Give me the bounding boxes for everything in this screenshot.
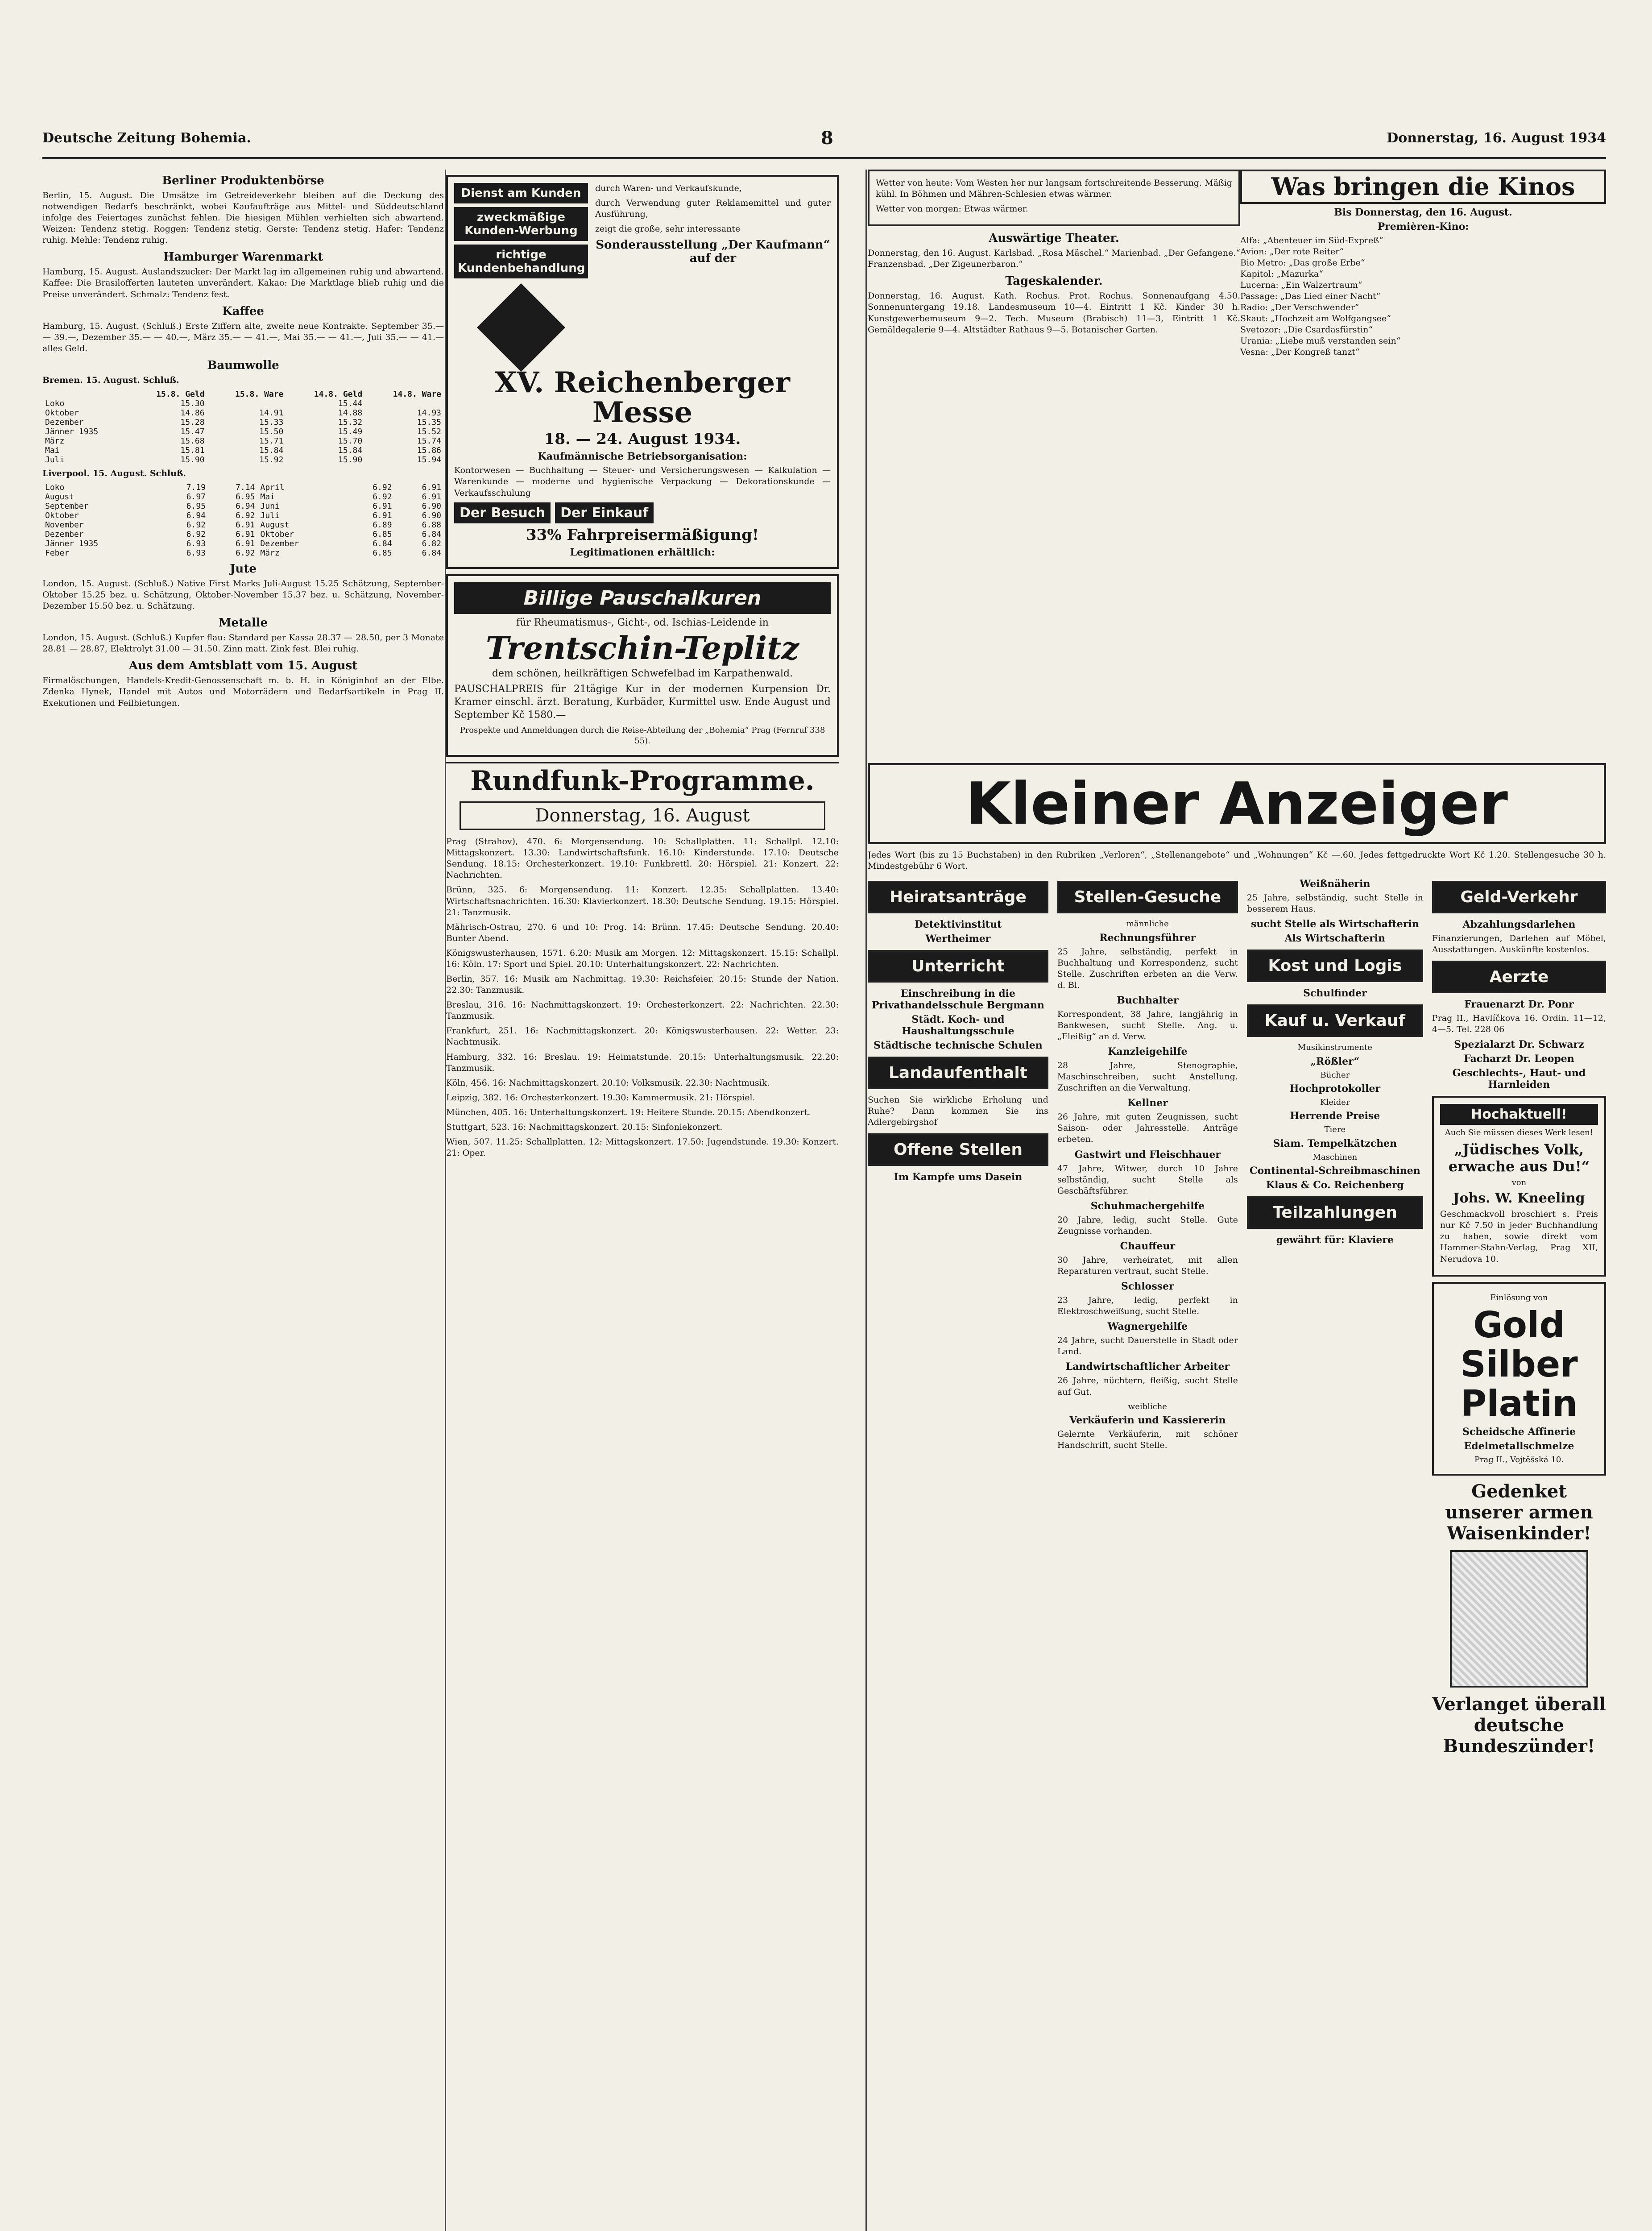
ad-head: Gastwirt und Fleischhauer [1074, 1149, 1221, 1161]
ad-head: Hochprotokoller [1289, 1083, 1381, 1095]
messe-title: XV. Reichenberger Messe [494, 366, 791, 430]
table-cell: 6.91 [422, 492, 441, 502]
radio-station-program: Hamburg, 332. 16: Breslau. 19: Heimatstunde. 20.15: Unterhaltungsmusik. 22.20: Tanzmusik. [446, 1052, 839, 1073]
kino-date: Bis Donnerstag, den 16. August. [1334, 206, 1512, 218]
category-stellen-gesuche: Stellen-Gesuche [1057, 881, 1238, 913]
ad-text: 20 Jahre, ledig, sucht Stelle. Gute Zeugnisse vorhanden. [1057, 1215, 1238, 1236]
ad-head: Verkäuferin und Kassiererin [1069, 1414, 1226, 1426]
matchbox-illustration-icon [1450, 1550, 1588, 1688]
table-cell: Dezember [45, 417, 84, 427]
table-cell: August [45, 492, 75, 502]
table-cell: 6.84 [422, 548, 441, 558]
table-row [42, 502, 444, 511]
category-heiratsantraege: Heiratsanträge [868, 881, 1048, 913]
ad-text: Finanzierungen, Darlehen auf Möbel, Ausstattungen. Auskünfte kostenlos. [1432, 933, 1606, 955]
ad-text: 30 Jahre, verheiratet, mit allen Reparaturen vertraut, sucht Stelle. [1057, 1255, 1238, 1277]
table-cell: 6.93 [186, 539, 206, 549]
kino-entry: Urania: „Liebe muß verstanden sein“ [1240, 336, 1401, 346]
book-author: Johs. W. Kneeling [1453, 1190, 1585, 1207]
messe-ad [446, 175, 839, 569]
category-kauf-verkauf: Kauf u. Verkauf [1247, 1004, 1423, 1037]
table-header: 14.8. Ware [393, 389, 441, 399]
ad-text: 25 Jahre, selbständig, perfekt in Buchhaltung und Korrespondenz, sucht Stelle. Zuschriften erbeten an die Verw. d. Bl. [1057, 946, 1238, 990]
table-cell: 15.35 [417, 417, 441, 427]
table-cell: 7.14 [236, 483, 255, 493]
category-landaufenthalt: Landaufenthalt [868, 1057, 1048, 1089]
table-cell: 15.71 [259, 436, 284, 446]
market-subtitle: Bremen. 15. August. Schluß. [42, 375, 179, 385]
table-cell: März [45, 436, 65, 446]
table-cell: 6.95 [236, 492, 255, 502]
ad-head: Detektivinstitut [914, 919, 1002, 931]
kino-title: Was bringen die Kinos [1240, 170, 1606, 204]
ad-head: gewährt für: Klaviere [1276, 1234, 1394, 1246]
table-cell: 15.32 [338, 417, 363, 427]
table-cell: 15.90 [338, 455, 363, 464]
ad-head: Continental-Schreibmaschinen [1249, 1165, 1420, 1177]
ad-banner: zweckmäßige Kunden-Werbung [454, 207, 588, 241]
kino-entry: Vesna: „Der Kongreß tanzt“ [1240, 347, 1360, 357]
category-aerzte: Aerzte [1432, 961, 1606, 993]
table-cell: 6.92 [186, 530, 206, 539]
table-cell: 14.88 [338, 408, 363, 418]
silver-word: Silber [1460, 1344, 1578, 1385]
table-cell: Jänner 1935 [45, 539, 99, 549]
ad-head: Schuhmachergehilfe [1090, 1200, 1205, 1212]
table-cell: Oktober [45, 408, 79, 418]
article-text: Hamburg, 15. August. (Schluß.) Erste Ziffern alte, zweite neue Kontrakte. September 35.— — 39.—, Dezember 35.— — 40.—, März 35.— — 41.—, Mai 35.— — 41.—, Juli 35.— — 41.— alles Geld. [42, 321, 444, 353]
book-ad [1432, 1096, 1606, 1276]
table-cell: 6.91 [236, 539, 255, 549]
table-cell: 6.97 [186, 492, 206, 502]
kleiner-anzeiger-title: Kleiner Anzeiger [868, 763, 1606, 844]
table-cell: 15.33 [259, 417, 284, 427]
kino-entry: Alfa: „Abenteuer im Süd-Expreß“ [1240, 235, 1383, 245]
messe-org: Kaufmännische Betriebsorganisation: [538, 451, 747, 463]
spa-subtitle: für Rheumatismus-, Gicht-, od. Ischias-Leidende in [516, 617, 769, 628]
kino-entry: Passage: „Das Lied einer Nacht“ [1240, 291, 1381, 302]
table-cell: Jänner 1935 [45, 427, 99, 436]
column-rule [865, 170, 867, 2231]
table-row [42, 530, 444, 539]
table-cell: 6.92 [186, 520, 206, 530]
radio-station-program: Breslau, 316. 16: Nachmittagskonzert. 19: Orchesterkonzert. 22: Nachrichten. 22.30: Tanzmusik. [446, 1000, 839, 1021]
weather-box [868, 170, 1240, 226]
table-cell [207, 399, 286, 408]
ad-head: Wertheimer [925, 933, 991, 945]
weather-text: Wetter von morgen: Etwas wärmer. [876, 204, 1028, 214]
ad-head: Geschlechts-, Haut- und Harnleiden [1452, 1067, 1586, 1091]
ad-text: durch Waren- und Verkaufskunde, [595, 183, 742, 193]
messe-text: Kontorwesen — Buchhaltung — Steuer- und Versicherungswesen — Kalkulation — Warenkunde — moderne und hygienische Verpackung — Dekorationskunde — Verkaufsschulung [454, 465, 831, 498]
ad-banner: Der Besuch [454, 502, 551, 523]
ad-banner: Dienst am Kunden [454, 183, 588, 203]
radio-station-program: Köln, 456. 16: Nachmittagskonzert. 20.10: Volksmusik. 22.30: Nachtmusik. [446, 1078, 770, 1088]
ad-head: Kellner [1127, 1097, 1168, 1109]
kino-list [1240, 235, 1606, 358]
radio-station-program: Prag (Strahov), 470. 6: Morgensendung. 10: Schallplatten. 11: Schallpl. 12.10: Mittagskonzert. 13.30: Landwirtschaftsfunk. 16.10: Kinderstunde. 17.10: Deutsche Sendung. 18.15: Orchesterkonzert. 19.10: Funkbrettl. 20: Hörspiel. 21: Konzert. 22: Nachrichten. [446, 837, 839, 880]
table-row [42, 418, 444, 427]
radio-station-program: Brünn, 325. 6: Morgensendung. 11: Konzert. 12.35: Schallplatten. 13.40: Wirtschaftsnachrichten. 16.30: Klavierkonzert. 18.30: Deutsche Sendung. 19.15: Hörspiel. 21: Tanzmusik. [446, 885, 839, 917]
radio-station-program: Mährisch-Ostrau, 270. 6 und 10: Prog. 14: Brünn. 17.45: Deutsche Sendung. 20.40: Bunter Abend. [446, 922, 839, 943]
ad-head: Buchhalter [1117, 994, 1179, 1006]
ad-head: Chauffeur [1120, 1240, 1176, 1252]
ad-text: Geschmackvoll broschiert s. Preis nur Kč 7.50 in jeder Buchhandlung zu haben, sowie direkt vom Hammer-Stahn-Verlag, Prag XII, Nerudova 10. [1440, 1209, 1598, 1264]
category-kost-logis: Kost und Logis [1247, 950, 1423, 982]
ad-text: Korrespondent, 38 Jahre, langjährig in Bankwesen, sucht Stelle. Ang. u. „Fleißig“ an d. Verw. [1057, 1009, 1238, 1042]
table-cell: 6.91 [373, 502, 392, 511]
spa-title: Trentschin-Teplitz [485, 630, 799, 667]
ad-text: Gelernte Verkäuferin, mit schöner Handschrift, sucht Stelle. [1057, 1429, 1238, 1451]
table-cell: 6.92 [373, 492, 392, 502]
table-cell: 15.28 [180, 417, 205, 427]
spa-contact: Prospekte und Anmeldungen durch die Reise-Abteilung der „Bohemia“ Prag (Fernruf 338 55). [460, 726, 825, 746]
table-cell: 6.91 [236, 530, 255, 539]
table-cell: Oktober [45, 511, 79, 521]
ad-head: Frauenarzt Dr. Ponr [1464, 999, 1574, 1011]
table-cell: Mai [45, 445, 60, 455]
ad-text: 47 Jahre, Witwer, durch 10 Jahre selbständig, sucht Stelle als Geschäftsführer. [1057, 1163, 1238, 1196]
kino-entry: Svetozor: „Die Csardasfürstin“ [1240, 325, 1373, 335]
spa-ad [446, 574, 839, 757]
table-cell: April [260, 483, 285, 493]
sub-category: Bücher [1320, 1070, 1350, 1080]
table-row [42, 492, 444, 502]
table-row [42, 408, 444, 418]
table-row [42, 455, 444, 464]
table-header: 15.8. Ware [235, 389, 284, 399]
table-cell: 6.93 [186, 548, 206, 558]
table-row [42, 511, 444, 520]
table-cell: 15.84 [338, 445, 363, 455]
messe-dates: 18. — 24. August 1934. [544, 430, 741, 448]
ad-text: Suchen Sie wirkliche Erholung und Ruhe? Dann kommen Sie ins Adlergebirgshof [868, 1095, 1048, 1128]
table-row [42, 483, 444, 492]
fare-discount: 33% Fahrpreisermäßigung! [526, 526, 759, 544]
ad-head: Städt. Koch- und Haushaltungsschule [902, 1014, 1014, 1037]
issue-date: Donnerstag, 16. August 1934 [1387, 130, 1606, 146]
ad-head: Siam. Tempelkätzchen [1273, 1137, 1397, 1149]
table-cell: Loko [45, 483, 65, 493]
table-cell: 15.84 [259, 445, 284, 455]
ad-head: Rechnungsführer [1099, 932, 1196, 944]
ad-head: sucht Stelle als Wirtschafterin [1251, 918, 1419, 930]
table-cell: September [45, 502, 89, 511]
table-cell: 15.70 [338, 436, 363, 446]
table-cell: Dezember [260, 539, 299, 549]
table-cell: Juni [260, 502, 280, 511]
article-text: London, 15. August. (Schluß.) Native First Marks Juli-August 15.25 Schätzung, September-Oktober 15.25 bez. u. Schätzung, Oktober-November 15.37 bez. u. Schätzung, November-Dezember 15.50 bez. u. Schätzung. [42, 579, 444, 611]
ad-text: Prag II., Havlíčkova 16. Ordin. 11—12, 4—5. Tel. 228 06 [1432, 1013, 1606, 1035]
classified-rates: Jedes Wort (bis zu 15 Buchstaben) in den Rubriken „Verloren“, „Stellenangebote“ und „Wohnungen“ Kč —.60. Jedes fettgedruckte Wort Kč 1.20. Stellengesuche 30 h. Mindestgebühr 6 Wort. [868, 850, 1606, 871]
table-row [42, 548, 444, 558]
weather-text: Wetter von heute: Vom Westen her nur langsam fortschreitende Besserung. Mäßig kühl. In Böhmen und Mähren-Schlesien etwas wärmer. [876, 178, 1232, 199]
market-subtitle: Liverpool. 15. August. Schluß. [42, 468, 186, 478]
table-cell: 15.68 [180, 436, 205, 446]
cotton-table [42, 390, 444, 464]
matches-appeal: Verlanget überall deutsche Bundeszünder! [1432, 1694, 1606, 1757]
gender-label: weibliche [1128, 1402, 1167, 1411]
sub-category: Tiere [1324, 1125, 1346, 1135]
table-cell: 6.91 [236, 520, 255, 530]
table-header: 15.8. Geld [156, 389, 205, 399]
gender-label: männliche [1126, 919, 1169, 929]
table-cell: 15.86 [417, 445, 441, 455]
section-title: Baumwolle [207, 358, 279, 372]
section-title: Kaffee [222, 304, 264, 318]
gold-ad [1432, 1282, 1606, 1476]
article-text: Berlin, 15. August. Die Umsätze im Getreideverkehr bleiben auf die Deckung des notwendigen Bedarfs beschränkt, wobei Kaufaufträge aus Mittel- und Süddeutschland infolge des Feiertages zunächst fehlen. Die hiesigen Mühlen verhielten sich abwartend. Weizen: Tendenz stetig. Roggen: Tendenz stetig. Gerste: Tendenz stetig. Hafer: Tendenz ruhig. Mehle: Tendenz ruhig. [42, 191, 444, 245]
radio-list [446, 836, 839, 1159]
sub-category: Kleider [1320, 1098, 1350, 1107]
table-cell: Loko [45, 398, 65, 408]
table-cell: 7.19 [186, 483, 206, 493]
section-title: Auswärtige Theater. [989, 232, 1119, 245]
radio-date: Donnerstag, 16. August [460, 801, 825, 830]
table-cell: 15.49 [338, 427, 363, 436]
spa-text: PAUSCHALPREIS für 21tägige Kur in der modernen Kurpension Dr. Kramer einschl. ärzt. Beratung, Kurbäder, Kurmittel usw. Ende August und September Kč 1580.— [454, 684, 831, 721]
sub-category: Musikinstrumente [1297, 1043, 1372, 1053]
diamond-logo-icon [477, 283, 565, 372]
table-cell: Juli [260, 511, 280, 521]
ad-text: Einlösung von [1490, 1293, 1548, 1302]
gold-word: Gold [1473, 1304, 1565, 1346]
table-cell: 6.91 [422, 483, 441, 493]
table-cell: 15.47 [180, 427, 205, 436]
table-cell: August [260, 520, 290, 530]
table-cell: 15.30 [180, 398, 205, 408]
table-row [42, 520, 444, 530]
table-cell: 14.91 [259, 408, 284, 418]
radio-station-program: Königswusterhausen, 1571. 6.20: Musik am Morgen. 12: Mittagskonzert. 15.15: Schallpl. 16: Köln. 17: Sport und Spiel. 20.10: Unterhaltungskonzert. 22: Nachrichten. [446, 948, 839, 969]
ad-head: Kanzleigehilfe [1108, 1046, 1188, 1058]
table-row [42, 446, 444, 455]
table-cell: 6.94 [236, 502, 255, 511]
category-unterricht: Unterricht [868, 950, 1048, 983]
table-row [42, 436, 444, 446]
section-title: Aus dem Amtsblatt vom 15. August [128, 659, 358, 673]
ad-text: 23 Jahre, ledig, perfekt in Elektroschweißung, sucht Stelle. [1057, 1295, 1238, 1317]
table-cell: 15.94 [417, 455, 441, 464]
article-text: Firmalöschungen, Handels-Kredit-Genossenschaft m. b. H. in Königinhof an der Elbe. Zdenka Hynek, Handel mit Autos und Motorrädern und Bedarfsartikeln in Prag II. Exekutionen und Feilbietungen. [42, 676, 444, 708]
ad-text: 26 Jahre, nüchtern, fleißig, sucht Stelle auf Gut. [1057, 1376, 1238, 1397]
spa-text: dem schönen, heilkräftigen Schwefelbad im Karpathenwald. [492, 668, 793, 679]
ad-text: Edelmetallschmelze [1464, 1440, 1574, 1452]
classified-col-d [1432, 875, 1606, 1759]
category-geld-verkehr: Geld-Verkehr [1432, 881, 1606, 913]
ad-banner: Der Einkauf [555, 502, 654, 523]
market-column [42, 170, 444, 2231]
ad-head: Weißnäherin [1300, 878, 1370, 890]
table-cell: 6.89 [373, 520, 392, 530]
radio-station-program: Leipzig, 382. 16: Orchesterkonzert. 19.30: Kammermusik. 21: Hörspiel. [446, 1092, 755, 1103]
page-header [42, 130, 1606, 159]
ad-head: Wagnergehilfe [1107, 1321, 1188, 1333]
ad-head: Im Kampfe ums Dasein [894, 1171, 1023, 1183]
table-cell [365, 399, 444, 408]
classifieds-section [868, 763, 1606, 2231]
table-cell: Oktober [260, 530, 294, 539]
category-offene-stellen: Offene Stellen [868, 1133, 1048, 1166]
ad-head: Schlosser [1121, 1281, 1174, 1293]
ad-banner: richtige Kundenbehandlung [454, 245, 588, 278]
table-cell: 15.44 [338, 398, 363, 408]
ad-text: Auch Sie müssen dieses Werk lesen! [1445, 1128, 1594, 1138]
table-cell: Feber [45, 548, 70, 558]
ad-head: Abzahlungsdarlehen [1462, 919, 1576, 931]
table-cell: 6.91 [373, 511, 392, 521]
table-cell: Juli [45, 455, 65, 464]
ad-text: Scheidsche Affinerie [1462, 1426, 1576, 1438]
ad-head: Schulfinder [1303, 987, 1367, 999]
ad-head: Städtische technische Schulen [874, 1040, 1043, 1052]
ad-text: durch Verwendung guter Reklamemittel und guter Ausführung, [595, 198, 831, 220]
radio-station-program: Berlin, 357. 16: Musik am Nachmittag. 19.30: Reichsfeier. 20.15: Stunde der Nation. 22.30: Tanzmusik. [446, 974, 839, 995]
table-cell: 6.84 [422, 530, 441, 539]
kino-entry: Kapitol: „Mazurka“ [1240, 269, 1323, 279]
ad-text: Prag II., Vojtěšská 10. [1474, 1455, 1564, 1465]
table-cell: 15.90 [180, 455, 205, 464]
ad-head: Klaus & Co. Reichenberg [1266, 1179, 1404, 1191]
theater-text: Donnerstag, den 16. August. Karlsbad. „Rosa Mäschel.“ Marienbad. „Der Gefangene.“ Franzensbad. „Der Zigeunerbaron.“ [868, 248, 1240, 270]
table-cell: November [45, 520, 84, 530]
section-title: Berliner Produktenbörse [162, 174, 324, 187]
table-cell: 15.81 [180, 445, 205, 455]
radio-title: Rundfunk-Programme. [470, 765, 815, 797]
ad-text: von [1511, 1178, 1527, 1187]
table-cell: 6.94 [186, 511, 206, 521]
ad-head: Als Wirtschafterin [1284, 933, 1386, 945]
table-cell: 6.95 [186, 502, 206, 511]
table-cell: 6.92 [236, 511, 255, 521]
table-row [42, 427, 444, 436]
table-cell: 6.84 [373, 539, 392, 549]
ad-head: Herrende Preise [1290, 1110, 1380, 1122]
radio-station-program: Wien, 507. 11.25: Schallplatten. 12: Mittagskonzert. 17.50: Jugendstunde. 19.30: Konzert. 21: Oper. [446, 1136, 839, 1158]
ad-banner: Hochaktuell! [1440, 1104, 1598, 1125]
table-cell: Mai [260, 492, 275, 502]
table-cell: 15.50 [259, 427, 284, 436]
orphans-appeal: Gedenket unserer armen Waisenkinder! [1445, 1481, 1593, 1544]
ad-head: Spezialarzt Dr. Schwarz [1454, 1039, 1584, 1051]
kino-entry: Bio Metro: „Das große Erbe“ [1240, 257, 1365, 268]
radio-station-program: München, 405. 16: Unterhaltungskonzert. 19: Heitere Stunde. 20.15: Abendkonzert. [446, 1107, 811, 1117]
table-cell: 6.90 [422, 502, 441, 511]
ad-text: 26 Jahre, mit guten Zeugnissen, sucht Saison- oder Jahresstelle. Anträge erbeten. [1057, 1112, 1238, 1145]
ad-text: zeigt die große, sehr interessante [595, 224, 741, 234]
ad-head: Landwirtschaftlicher Arbeiter [1065, 1361, 1230, 1373]
table-header [42, 390, 128, 399]
table-cell: 15.52 [417, 427, 441, 436]
table-cell: Dezember [45, 530, 84, 539]
ad-text: 24 Jahre, sucht Dauerstelle in Stadt oder Land. [1057, 1335, 1238, 1357]
table-row [42, 539, 444, 548]
table-row [42, 399, 444, 408]
table-cell: 6.92 [373, 483, 392, 493]
table-cell: 6.85 [373, 548, 392, 558]
classified-col-a [868, 875, 1048, 1759]
table-cell: 15.74 [417, 436, 441, 446]
table-cell: 6.92 [236, 548, 255, 558]
legitimation: Legitimationen erhältlich: [570, 546, 715, 558]
kino-entry: Radio: „Der Verschwender“ [1240, 303, 1359, 313]
platin-word: Platin [1460, 1383, 1578, 1425]
table-cell: März [260, 548, 280, 558]
page-number: 8 [821, 128, 833, 149]
classified-col-b [1057, 875, 1238, 1759]
ads-radio-column [446, 170, 839, 2231]
table-cell: 14.86 [180, 408, 205, 418]
ad-text: 25 Jahre, selbständig, sucht Stelle in besserem Haus. [1246, 893, 1423, 914]
table-cell: 6.90 [422, 511, 441, 521]
section-title: Jute [230, 562, 257, 576]
table-cell: 14.93 [417, 408, 441, 418]
radio-station-program: Frankfurt, 251. 16: Nachmittagskonzert. 20: Königswusterhausen. 22: Wetter. 23: Nachtmusik. [446, 1026, 839, 1047]
category-teilzahlungen: Teilzahlungen [1247, 1196, 1423, 1229]
ad-head: Einschreibung in die Privathandelsschule Bergmann [871, 988, 1044, 1012]
sub-category: Maschinen [1312, 1152, 1358, 1162]
section-title: Hamburger Warenmarkt [163, 250, 323, 264]
book-title: „Jüdisches Volk, erwache aus Du!“ [1448, 1140, 1590, 1175]
article-text: Hamburg, 15. August. Auslandszucker: Der Markt lag im allgemeinen ruhig und abwartend. Kaffee: Die Brasilofferten lauteten unverändert. Kakao: Die Marktlage blieb ruhig und die Preise unverändert. Schmalz: Tendenz fest. [42, 267, 444, 299]
section-title: Metalle [218, 616, 268, 630]
ad-head: Facharzt Dr. Leopen [1464, 1053, 1574, 1065]
liverpool-table [42, 483, 444, 558]
spa-banner: Billige Pauschalkuren [454, 582, 831, 614]
ad-head: „Rößler“ [1310, 1055, 1360, 1067]
premiere-heading: Premièren-Kino: [1377, 220, 1469, 232]
table-cell: 6.82 [422, 539, 441, 549]
classified-col-c [1247, 875, 1423, 1759]
table-cell: 6.85 [373, 530, 392, 539]
kino-entry: Avion: „Der rote Reiter“ [1240, 246, 1344, 257]
table-header: 14.8. Geld [314, 389, 363, 399]
article-text: London, 15. August. (Schluß.) Kupfer flau: Standard per Kassa 28.37 — 28.50, per 3 Monate 28.81 — 28.87, Elektrolyt 31.00 — 31.50. Zinn matt. Zink fest. Blei ruhig. [42, 633, 444, 654]
radio-station-program: Stuttgart, 523. 16: Nachmittagskonzert. 20.15: Sinfoniekonzert. [446, 1122, 723, 1132]
table-cell: 15.92 [259, 455, 284, 464]
ad-subtitle: Sonderausstellung „Der Kaufmann“ auf der [596, 238, 830, 265]
newspaper-title: Deutsche Zeitung Bohemia. [42, 130, 251, 146]
kino-entry: Skaut: „Hochzeit am Wolfgangsee“ [1240, 314, 1391, 324]
section-title: Tageskalender. [1005, 274, 1103, 288]
kino-entry: Lucerna: „Ein Walzertraum“ [1240, 280, 1362, 290]
table-cell: 6.88 [422, 520, 441, 530]
calendar-text: Donnerstag, 16. August. Kath. Rochus. Prot. Rochus. Sonnenaufgang 4.50. Sonnenuntergang 19.18. Landesmuseum 10—4. Eintritt 1 Kč. Kinder 30 h. Kunstgewerbemuseum 9—2. Tech. Museum (Brabisch) 11—3, Eintritt 1 Kč. Gemäldegalerie 9—4. Altstädter Rathaus 9—5. Botanischer Garten. [868, 291, 1240, 335]
ad-text: 28 Jahre, Stenographie, Maschinschreiben, sucht Anstellung. Zuschriften an die Verwaltung. [1057, 1061, 1238, 1093]
